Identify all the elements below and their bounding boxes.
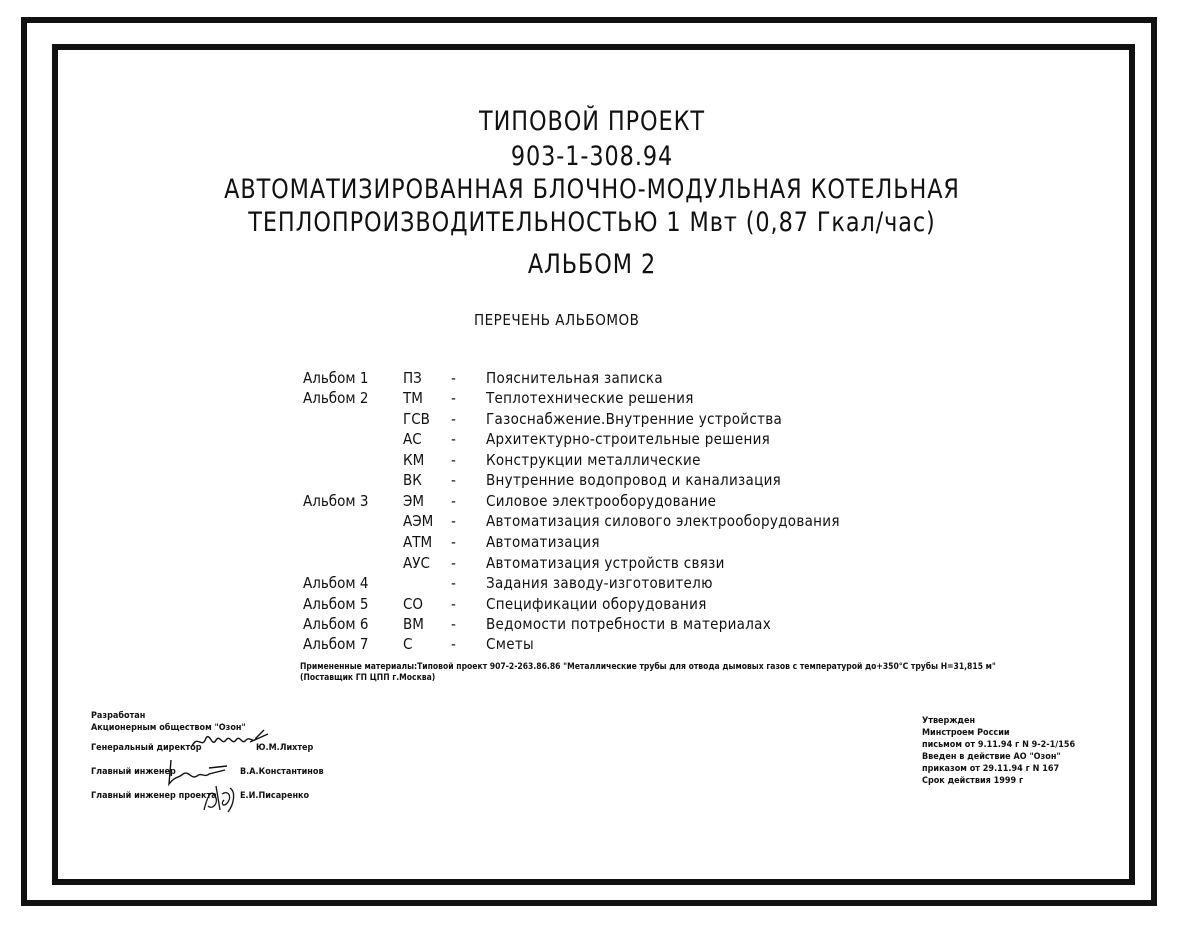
title-project-type: ТИПОВОЙ ПРОЕКТ: [479, 106, 705, 137]
album-dash: -: [451, 430, 456, 448]
chief-engineer-role: Главный инженер: [91, 767, 176, 777]
album-code: АС: [403, 430, 422, 448]
album-code: ВК: [403, 471, 422, 489]
album-description: Спецификации оборудования: [486, 595, 707, 613]
approval-line-4: Введен в действие АО "Озон": [922, 752, 1061, 762]
album-name: Альбом 3: [303, 492, 369, 510]
album-description: Внутренние водопровод и канализация: [486, 471, 782, 489]
album-name: Альбом 7: [303, 635, 369, 653]
album-description: Силовое электрооборудование: [486, 492, 717, 510]
album-code: С: [403, 635, 413, 653]
signature-general-director: [190, 728, 270, 754]
album-dash: -: [451, 595, 456, 613]
general-director-name: Ю.М.Лихтер: [256, 743, 314, 753]
album-code: АУС: [403, 554, 430, 572]
chief-engineer-name: В.А.Константинов: [240, 767, 324, 777]
title-capacity: ТЕПЛОПРОИЗВОДИТЕЛЬНОСТЬЮ 1 Мвт (0,87 Гкал/час): [248, 207, 936, 238]
developed-by-label: Разработан: [91, 711, 146, 721]
album-code: ЭМ: [403, 492, 425, 510]
album-description: Сметы: [486, 635, 534, 653]
approval-line-3: письмом от 9.11.94 г N 9-2-1/156: [922, 740, 1076, 750]
title-album: АЛЬБОМ 2: [527, 249, 657, 280]
title-project-number: 903-1-308.94: [510, 141, 674, 172]
album-description: Теплотехнические решения: [486, 389, 694, 407]
signature-chief-project-engineer: [198, 780, 240, 816]
album-description: Конструкции металлические: [486, 451, 701, 469]
general-director-role: Генеральный директор: [91, 743, 202, 753]
album-dash: -: [451, 492, 456, 510]
album-name: Альбом 6: [303, 615, 369, 633]
album-description: Пояснительная записка: [486, 369, 663, 387]
album-description: Автоматизация силового электрооборудования: [486, 512, 840, 530]
chief-project-engineer-role: Главный инженер проекта: [91, 791, 217, 801]
album-dash: -: [451, 389, 456, 407]
album-dash: -: [451, 512, 456, 530]
album-dash: -: [451, 410, 456, 428]
album-dash: -: [451, 369, 456, 387]
album-dash: -: [451, 471, 456, 489]
album-code: КМ: [403, 451, 425, 469]
album-description: Автоматизация устройств связи: [486, 554, 725, 572]
album-code: ПЗ: [403, 369, 422, 387]
album-code: ТМ: [403, 389, 423, 407]
album-dash: -: [451, 554, 456, 572]
chief-project-engineer-name: Е.И.Писаренко: [240, 791, 310, 801]
album-dash: -: [451, 451, 456, 469]
approval-line-1: Утвержден: [922, 716, 976, 726]
album-name: Альбом 5: [303, 595, 369, 613]
album-description: Газоснабжение.Внутренние устройства: [486, 410, 783, 428]
album-code: АЭМ: [403, 512, 434, 530]
applied-materials-line1: Примененные материалы:Типовой проект 907-2-263.86.86 "Металлические трубы для отвода дымовых газов с температурой до+350°С трубы Н=31,815 м": [300, 662, 996, 672]
album-description: Автоматизация: [486, 533, 600, 551]
album-description: Архитектурно-строительные решения: [486, 430, 771, 448]
album-dash: -: [451, 533, 456, 551]
album-name: Альбом 2: [303, 389, 369, 407]
title-project-name: АВТОМАТИЗИРОВАННАЯ БЛОЧНО-МОДУЛЬНАЯ КОТЕЛЬНАЯ: [224, 174, 960, 205]
approval-line-2: Минстроем России: [922, 728, 1010, 738]
approval-line-6: Срок действия 1999 г: [922, 776, 1024, 786]
album-name: Альбом 4: [303, 574, 369, 592]
album-code: ГСВ: [403, 410, 430, 428]
album-description: Задания заводу-изготовителю: [486, 574, 713, 592]
album-code: АТМ: [403, 533, 433, 551]
album-dash: -: [451, 635, 456, 653]
album-dash: -: [451, 574, 456, 592]
album-dash: -: [451, 615, 456, 633]
album-code: СО: [403, 595, 424, 613]
developer-org: Акционерным обществом "Озон": [91, 723, 246, 733]
album-code: ВМ: [403, 615, 424, 633]
album-name: Альбом 1: [303, 369, 369, 387]
applied-materials-line2: (Поставщик ГП ЦПП г.Москва): [300, 673, 436, 683]
albums-heading: ПЕРЕЧЕНЬ АЛЬБОМОВ: [474, 311, 640, 329]
approval-line-5: приказом от 29.11.94 г N 167: [922, 764, 1060, 774]
album-description: Ведомости потребности в материалах: [486, 615, 771, 633]
